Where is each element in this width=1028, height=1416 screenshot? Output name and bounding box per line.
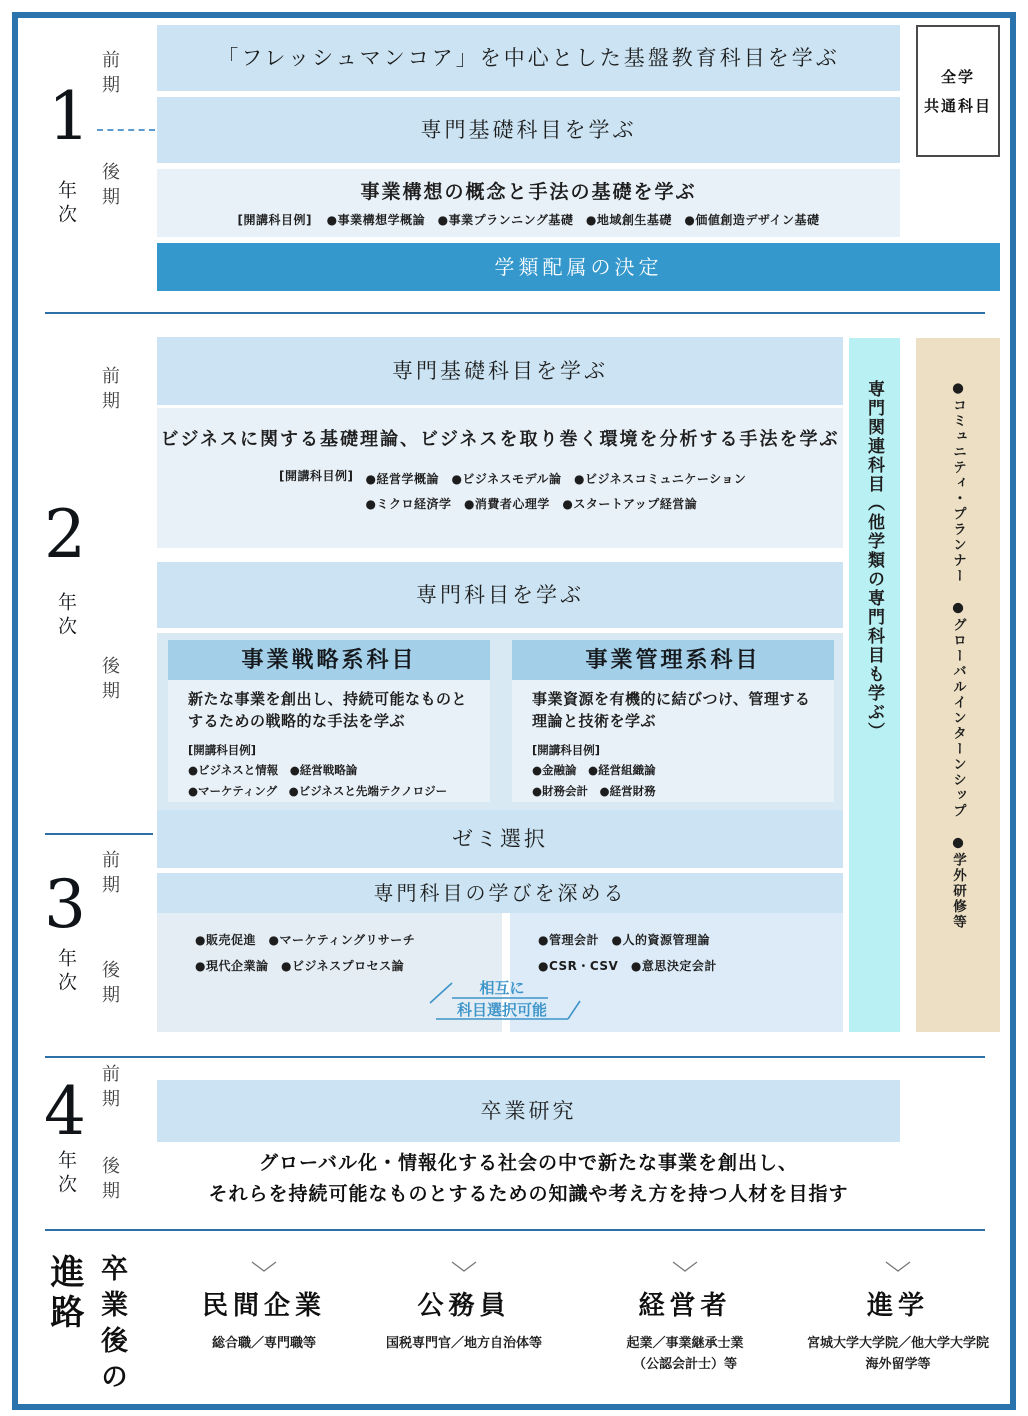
- career-name: 進学: [866, 1291, 929, 1321]
- year-3-term-first: 前期: [99, 850, 120, 900]
- chevron-down-icon: [251, 1261, 277, 1273]
- year-1-term-second: 後期: [99, 162, 120, 212]
- related-subjects-label: 専門関連科目（他学類の専門科目も学ぶ）: [864, 380, 884, 741]
- strategy-list-line2: ●現代企業論 ●ビジネスプロセス論: [195, 959, 405, 973]
- term-divider-dashed-line: [97, 129, 155, 131]
- strategy-list-line1: ●販売促進 ●マーケティングリサーチ: [195, 933, 416, 947]
- management-examples-line1: ●金融論 ●経営組織論: [532, 763, 656, 778]
- strategy-examples-line1: ●ビジネスと情報 ●経営戦略論: [188, 763, 358, 778]
- year-separator-3: [45, 1056, 985, 1058]
- goal-line1: グローバル化・情報化する社会の中で新たな事業を創出し、: [258, 1152, 799, 1174]
- year-separator-1: [45, 312, 985, 314]
- examples-items: ●事業構想学概論 ●事業プランニング基礎 ●地域創生基礎 ●価値創造デザイン基礎: [326, 213, 820, 227]
- career-name: 民間企業: [201, 1291, 326, 1321]
- career-detail-line2: 海外留学等: [865, 1357, 931, 1373]
- career-name: 経営者: [638, 1291, 732, 1321]
- year1-concept-examples: [157, 211, 900, 228]
- career-name: 公務員: [417, 1291, 511, 1321]
- extra-programs-label: ●コミュニティ・プランナー ●グローバルインターンシップ ●学外研修等: [950, 380, 966, 930]
- strategy-desc-line2: するための戦略的な手法を学ぶ: [188, 711, 406, 730]
- year1-foundation-box: 「フレッシュマンコア」を中心とした基盤教育科目を学ぶ: [157, 25, 900, 91]
- year-separator-2-short: [45, 833, 153, 835]
- year2-basic-subjects-box: 専門基礎科目を学ぶ: [157, 337, 843, 405]
- year-2-suffix: 年次: [55, 592, 77, 640]
- business-strategy-card: [168, 640, 490, 802]
- year1-concept-title: 事業構想の概念と手法の基礎を学ぶ: [360, 181, 697, 203]
- examples-label: [開講科目例]: [237, 213, 312, 227]
- year2-basic-detail-box: [157, 408, 843, 548]
- university-common-subjects-box: [916, 25, 1000, 157]
- chevron-down-icon: [451, 1261, 477, 1273]
- examples-label: [開講科目例]: [188, 742, 257, 757]
- management-desc-line1: 事業資源を有機的に結びつけ、管理する: [532, 690, 811, 708]
- common-subjects-line1: 全学: [940, 68, 975, 86]
- year-2-term-first: 前期: [99, 366, 120, 416]
- strategy-examples-line2: ●マーケティング ●ビジネスと先端テクノロジー: [188, 783, 448, 798]
- mutual-note-line2: 科目選択可能: [456, 1001, 548, 1019]
- career-detail-line2: （公認会計士）等: [632, 1357, 737, 1373]
- career-separator: [45, 1229, 985, 1231]
- year-4-term-second: 後期: [99, 1156, 120, 1206]
- chevron-down-icon: [885, 1261, 911, 1273]
- year-2-numeral: 2: [44, 496, 86, 573]
- deepen-specialized-bar: 専門科目の学びを深める: [157, 873, 843, 913]
- year-1-term-first: 前期: [99, 50, 120, 100]
- class-assignment-bar: 学類配属の決定: [157, 243, 1000, 291]
- career-detail-line1: 国税専門官／地方自治体等: [385, 1336, 542, 1351]
- career-section-title: 進路: [44, 1254, 84, 1334]
- year-3-suffix: 年次: [55, 948, 77, 996]
- mutual-selection-annotation: [426, 977, 582, 1025]
- examples-line2: ●ミクロ経済学 ●消費者心理学 ●スタートアップ経営論: [365, 496, 698, 511]
- strategy-desc-line1: 新たな事業を創出し、持続可能なものと: [188, 690, 468, 708]
- examples-label: [開講科目例]: [279, 469, 354, 483]
- year-1-suffix: 年次: [55, 180, 77, 228]
- management-list-line1: ●管理会計 ●人的資源管理論: [538, 933, 710, 947]
- common-subjects-line2: 共通科目: [923, 96, 992, 115]
- graduation-research-bar: 卒業研究: [157, 1080, 900, 1142]
- related-subjects-column: [849, 338, 900, 1032]
- chevron-down-icon: [672, 1261, 698, 1273]
- year2-basic-detail-examples: [157, 467, 843, 516]
- career-path-private-company: [164, 1258, 364, 1354]
- career-section-subtitle: 卒業後の: [96, 1254, 127, 1398]
- career-path-civil-servant: [364, 1258, 564, 1354]
- business-management-card: [512, 640, 834, 802]
- examples-line1: ●経営学概論 ●ビジネスモデル論 ●ビジネスコミュニケーション: [365, 472, 747, 486]
- strategy-card-title: 事業戦略系科目: [168, 640, 490, 680]
- career-detail-line1: 起業／事業継承士業: [626, 1336, 744, 1351]
- year2-basic-detail-title: ビジネスに関する基礎理論、ビジネスを取り巻く環境を分析する手法を学ぶ: [160, 429, 840, 450]
- year-4-numeral: 4: [44, 1073, 86, 1150]
- management-list-line2: ●CSR・CSV ●意思決定会計: [538, 959, 717, 973]
- year4-goal-text: [157, 1148, 900, 1210]
- career-path-further-study: [780, 1258, 1016, 1376]
- year-4-suffix: 年次: [55, 1150, 77, 1198]
- career-detail-line1: 総合職／専門職等: [211, 1336, 316, 1351]
- year-2-term-second: 後期: [99, 656, 120, 706]
- management-card-title: 事業管理系科目: [512, 640, 834, 680]
- goal-line2: それらを持続可能なものとするための知識や考え方を持つ人材を目指す: [208, 1183, 849, 1205]
- year-1-numeral: 1: [48, 78, 90, 155]
- extra-programs-column: [916, 338, 1000, 1032]
- year-3-term-second: 後期: [99, 960, 120, 1010]
- career-path-manager: [572, 1258, 798, 1376]
- year-4-term-first: 前期: [99, 1064, 120, 1114]
- year-3-numeral: 3: [44, 866, 86, 943]
- seminar-selection-bar: ゼミ選択: [157, 810, 843, 868]
- year1-concept-box: [157, 169, 900, 237]
- year2-specialized-subjects-box: 専門科目を学ぶ: [157, 562, 843, 628]
- career-detail-line1: 宮城大学大学院／他大学大学院: [806, 1336, 989, 1351]
- management-desc-line2: 理論と技術を学ぶ: [532, 711, 657, 730]
- examples-label: [開講科目例]: [532, 742, 601, 757]
- year1-basic-subjects-box: 専門基礎科目を学ぶ: [157, 97, 900, 163]
- mutual-note-line1: 相互に: [479, 979, 525, 997]
- management-examples-line2: ●財務会計 ●経営財務: [532, 783, 656, 798]
